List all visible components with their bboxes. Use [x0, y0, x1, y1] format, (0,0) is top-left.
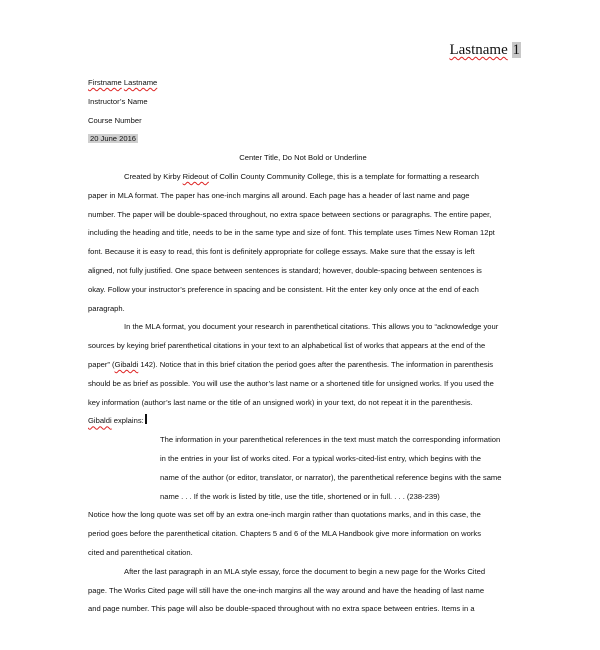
para1-line: including the heading and title, needs to be in the same type and size of font. This template uses Times New Roman 12pt: [88, 228, 495, 238]
author-name-rideout: Rideout: [182, 171, 209, 181]
text-run: of Collin County Community College, this is a template for formatting a research: [208, 171, 479, 181]
para1-line: okay. Follow your instructor’s preference in spacing and be consistent. Hit the enter key only once at the end of each: [88, 284, 479, 294]
block-quote-line: name . . . If the work is listed by title, use the title, shortened or in full. . . . (238-239): [160, 491, 440, 501]
para1-line: paper in MLA format. The paper has one-inch margins all around. Each page has a header of last name and page: [88, 190, 470, 200]
text-run: explains:: [111, 416, 144, 426]
text-cursor: [145, 414, 147, 424]
block-quote-line: name of the author (or editor, translator, or narrator), the parenthetical reference begins with the same: [160, 472, 502, 482]
student-lastname: Lastname: [123, 78, 158, 87]
heading-course: Course Number: [88, 115, 142, 125]
block-quote-line: The information in your parenthetical references in the text must match the corresponding information: [160, 435, 501, 445]
header-lastname: Lastname: [449, 42, 508, 58]
paper-title: Center Title, Do Not Bold or Underline: [239, 153, 367, 163]
para2-line: key information (author’s last name or the title of an unsigned work) in your text, do not repeat it in the parenthesis.: [88, 397, 473, 407]
para4-line: After the last paragraph in an MLA style essay, force the document to begin a new page for the Works Cited: [124, 566, 486, 576]
para1-line: number. The paper will be double-spaced throughout, no extra space between sections or paragraphs. The entire paper,: [88, 209, 492, 219]
para2-line: In the MLA format, you document your research in parenthetical citations. This allows you to “acknowledge your: [124, 322, 499, 332]
block-quote-line: in the entries in your list of works cited. For a typical works-cited-list entry, which begins with the: [160, 453, 482, 463]
para3-line: Notice how the long quote was set off by an extra one-inch margin rather than quotations marks, and in this case, the: [88, 510, 481, 520]
para2-line: should be as brief as possible. You will use the author’s last name or a shortened title for unsigned works. If you used the: [88, 378, 494, 388]
para1-line: font. Because it is easy to read, this font is definitely appropriate for college essays. Make sure that the essay is left: [88, 247, 475, 257]
para1-line: aligned, not fully justified. One space between sentences is standard; however, double-spacing between sentences is: [88, 265, 482, 275]
para2-line: [88, 356, 518, 375]
document-body[interactable]: [88, 74, 518, 619]
text-run: paper” (: [88, 359, 115, 369]
para3-line: period goes before the parenthetical citation. Chapters 5 and 6 of the MLA Handbook give more information on works: [88, 529, 481, 539]
para4-line: page. The Works Cited page will still have the one-inch margins all the way around and have the heading of last name: [88, 585, 485, 595]
para3-line: cited and parenthetical citation.: [88, 547, 193, 557]
para2-line: sources by keying brief parenthetical citations in your text to an alphabetical list of works that appears at the end of the: [88, 341, 486, 351]
date-highlight: 20 June 2016: [90, 134, 137, 144]
student-firstname: Firstname: [88, 78, 122, 87]
heading-instructor: Instructor’s Name: [88, 96, 148, 106]
text-run: 142). Notice that in this brief citation the period goes after the parenthesis. The information in parenthesis: [138, 359, 494, 369]
para1-line: [88, 168, 518, 187]
heading-date: [88, 130, 518, 149]
page-header: [449, 42, 521, 59]
para2-line: [88, 412, 518, 431]
para4-line: and page number. This page will also be double-spaced throughout with no extra space between entries. Items in a: [88, 604, 475, 614]
heading-student-name: [88, 74, 518, 93]
author-name-gibaldi: Gibaldi: [88, 416, 112, 426]
author-name-gibaldi: Gibaldi: [114, 359, 139, 369]
header-page-number: 1: [512, 42, 520, 58]
para1-line: paragraph.: [88, 303, 125, 313]
text-run: Created by Kirby: [124, 171, 183, 181]
